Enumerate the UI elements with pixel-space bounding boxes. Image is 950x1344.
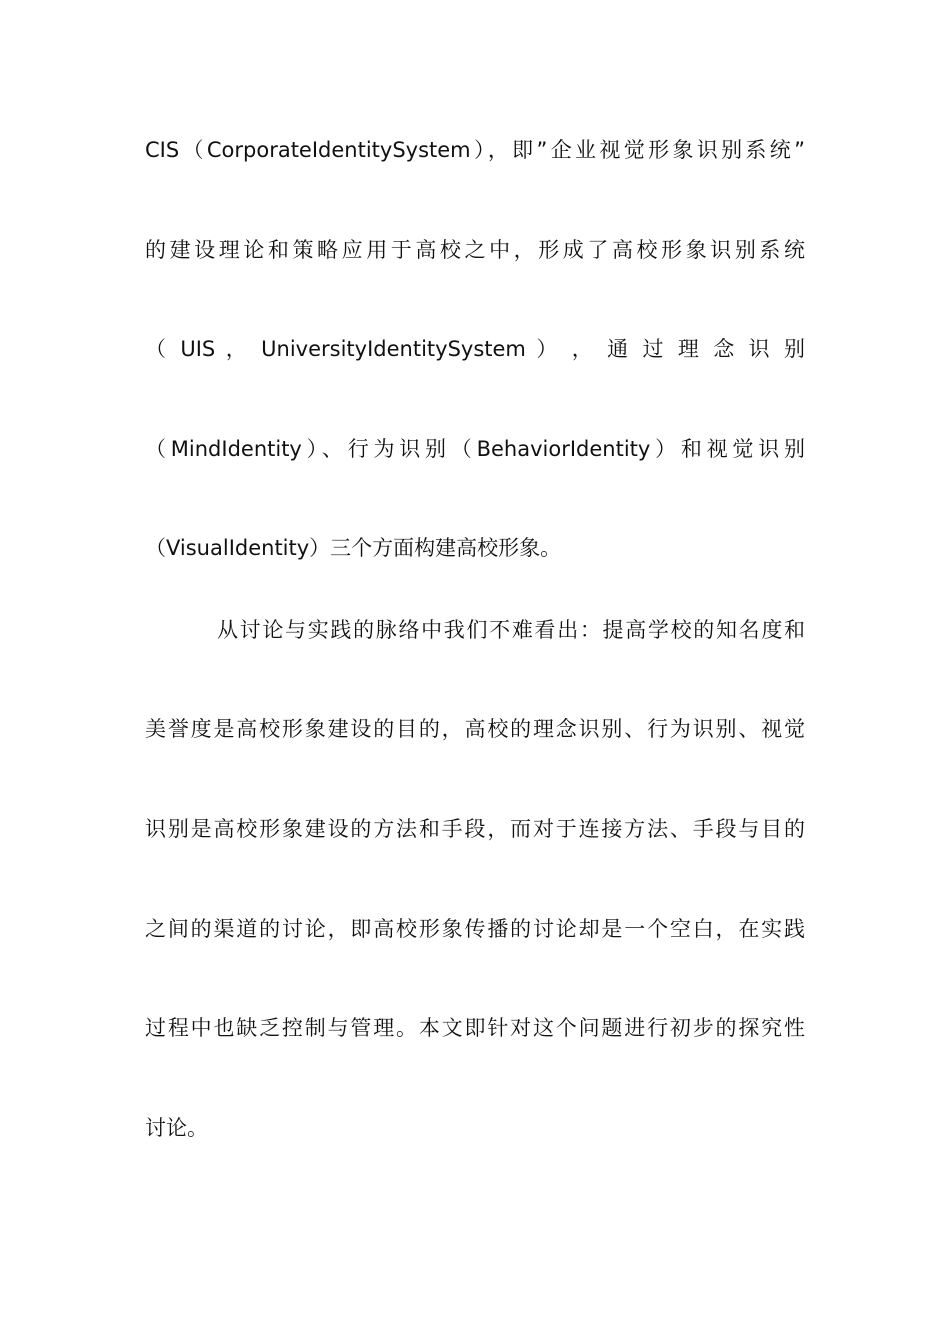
paragraph-1-line-5: （VisualIdentity）三个方面构建高校形象。: [145, 536, 562, 560]
paragraph-2-line-6: 讨论。: [145, 1116, 208, 1140]
paragraph-2-line-2: 美誉度是高校形象建设的目的，高校的理念识别、行为识别、视觉: [145, 717, 805, 741]
paragraph-2-line-4: 之间的渠道的讨论，即高校形象传播的讨论却是一个空白，在实践: [145, 917, 805, 941]
paragraph-1-line-1: CIS（CorporateIdentitySystem），即”企业视觉形象识别系统”: [145, 138, 805, 162]
paragraph-1-line-2: 的建设理论和策略应用于高校之中，形成了高校形象识别系统: [145, 238, 805, 262]
paragraph-1-line-3: （ UIS ， UniversityIdentitySystem ） ， 通 过 理 念 识 别: [145, 337, 805, 361]
paragraph-1-line-4: （MindIdentity）、行为识别（BehaviorIdentity）和视觉识别: [145, 437, 805, 461]
paragraph-2-line-3: 识别是高校形象建设的方法和手段，而对于连接方法、手段与目的: [145, 817, 805, 841]
paragraph-2-line-5: 过程中也缺乏控制与管理。本文即针对这个问题进行初步的探究性: [145, 1016, 805, 1040]
paragraph-2-line-1: 从讨论与实践的脉络中我们不难看出：提高学校的知名度和: [217, 618, 805, 642]
